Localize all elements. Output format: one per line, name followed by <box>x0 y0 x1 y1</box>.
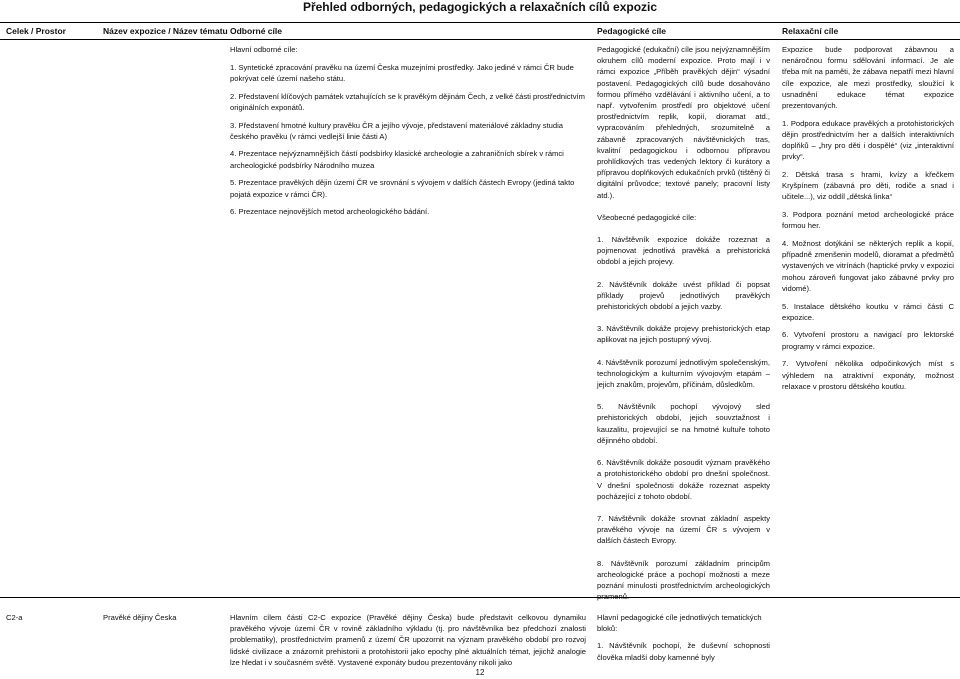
row2-expert-goals: Hlavním cílem části C2-C expozice (Pravěké dějiny Česka) bude představit celkovou dynamiku pravěkého vývoje území ČR v rovině základního výkladu (tj. pro návštěvníka bez předchozí znalosti problematiky), prostřednictvím pramenů z území ČR upozornit na význam pravěkého období pro rozvoj lidské civilizace a znázornit prehistorii a protohistorii jako epochy plné aktuálních témat, jejichž analogie lze hledat i v současném světě. Vystavené exponáty budou prezentovány nikoli jako <box>230 613 586 667</box>
list-item: 4. Prezentace nejvýznamnějších částí podsbírky klasické archeologie a zahraničních sbírek v rámci archeologické podsbírky Národního muzea <box>230 149 564 170</box>
list-item: 2. Představení klíčových památek vztahujících se k pravěkým dějinám Čech, z velké části prostřednictvím originálních exponátů. <box>230 91 585 112</box>
page-number: 12 <box>475 668 485 677</box>
list-item: 5. Návštěvník pochopí vývojový sled prehistorických období, jejich souvztažnost i kauzalitu, projevující se na hmotné kultuře tohoto dějinného období. <box>597 402 770 445</box>
row1-expert-goals <box>230 44 586 224</box>
list-item: 7. Vytvoření několika odpočinkových míst s výhledem na atraktivní exponáty, možnost relaxace v prostoru dětského koutku. <box>782 359 954 391</box>
text-paragraph: Expozice bude podporovat zábavnou a nenáročnou formu sdělování informací. Je ale třeba mít na paměti, že zábava nepatří mezi hlavní cíle expozice, ale mezi prostředky, sloužící k usnadnění edukace témat expozice prezentovaných. <box>782 45 954 111</box>
list-item: 1. Návštěvník pochopí, že duševní schopnosti člověka mladší doby kamenné byly <box>597 641 770 662</box>
list-item: 1. Podpora edukace pravěkých a protohistorických dějin prostřednictvím her a dalších interaktivních doplňků – „hry pro děti i dospělé“ (viz „interaktivní prvky“. <box>782 118 954 162</box>
row2-place: C2-a <box>6 613 23 622</box>
row-divider <box>0 597 960 598</box>
list-item: 2. Návštěvník dokáže uvést příklad či popsat příklady projevů jednotlivých pravěkých prehistorických období a jejich vazby. <box>597 279 770 312</box>
text-line: Všeobecné pedagogické cíle: <box>597 212 697 222</box>
list-item: 1. Návštěvník expozice dokáže rozeznat a pojmenovat jednotlivá pravěká a prehistorická období a jejich projevy. <box>597 235 770 267</box>
list-item: 2. Dětská trasa s hrami, kvízy a křečkem Kryšpínem (zábavná pro děti, rodiče a snad i učitele...), viz oddíl „dětská linka“ <box>782 170 954 202</box>
header-name: Název expozice / Název tématu <box>103 26 228 36</box>
header-pedagogic-goals: Pedagogické cíle <box>597 26 666 36</box>
row2-pedagogic-goals <box>597 612 770 663</box>
list-item: 6. Vytvoření prostoru a navigací pro lektorské programy v rámci expozice. <box>782 330 954 351</box>
row2-name: Pravěké dějiny Česka <box>103 613 177 622</box>
table-header <box>0 22 960 40</box>
row1-relax-goals <box>782 44 954 398</box>
text-paragraph: Pedagogické (edukační) cíle jsou nejvýznamnějším okruhem cílů moderní expozice. Proto mají i v rámci expozice „Příběh pravěkých dějin“ výsadní postavení. Pedagogických cílů bude dosahováno formou přímého vzdělávání i aktivního učení, a to např. vytvořením prostředí pro objektové učení prostřednictvím replik, kopií, dioramat atd., vypracováním přehledných, srozumitelně a zábavně zpracovaných návštěvnických tras, kvalitní pedagogickou i odbornou přípravou prohlídkových tras vedených lektory či kurátory a přípravou doplňkových edukačních prvků (tištěný či digitální průvodce; textové panely; pracovní listy atd.). <box>597 45 770 200</box>
list-item: 4. Návštěvník porozumí jednotlivým společenským, technologickým a kulturním vývojovým etapám – jejich znakům, projevům, příčinám, důsledkům. <box>597 357 770 390</box>
list-item: 8. Návštěvník porozumí základním principům archeologické práce a pochopí možnosti a meze poznání minulosti prostřednictvím archeologických pramenů. <box>597 558 770 602</box>
list-item: 3. Představení hmotné kultury pravěku ČR a jejího vývoje, představení materiálové základny studia českého pravěku (v rámci vedlejší linie části A) <box>230 120 564 141</box>
list-item: 5. Prezentace pravěkých dějin území ČR ve srovnání s vývojem v dalších částech Evropy (jediná takto pojatá expozice v rámci ČR). <box>230 178 575 199</box>
text-line: Hlavní pedagogické cíle jednotlivých tematických bloků: <box>597 613 762 634</box>
page-title: Přehled odborných, pedagogických a relaxačních cílů expozic <box>302 0 658 14</box>
list-item: 3. Podpora poznání metod archeologické práce formou her. <box>782 210 954 231</box>
list-item: 7. Návštěvník dokáže srovnat základní aspekty pravěkého vývoje na území ČR s vývojem v dalších částech Evropy. <box>597 513 770 546</box>
list-item: 1. Syntetické zpracování pravěku na území Česka muzejními prostředky. Jako jediné v rámci ČR bude pokrývat celé území našeho státu. <box>230 62 574 83</box>
list-item: 6. Prezentace nejnovějších metod archeologického bádání. <box>230 207 430 217</box>
list-item: 3. Návštěvník dokáže projevy prehistorických etap aplikovat na jejich postupný vývoj. <box>597 324 770 345</box>
row1-pedagogic-goals <box>597 44 770 613</box>
list-item: 4. Možnost dotýkání se některých replik a kopií, případně zmenšenin modelů, dioramat a předmětů vystavených ve vitrínách (haptické prvky v expozici mohou zároveň fungovat jako zábavné prvky pro vidomé). <box>782 239 954 293</box>
list-item: 6. Návštěvník dokáže posoudit význam pravěkého a protohistorického období pro dnešní společnost. V dnešní společnosti dokáže rozeznat aspekty pocházející z tohoto období. <box>597 458 770 501</box>
header-expert-goals: Odborné cíle <box>230 26 282 36</box>
header-relax-goals: Relaxační cíle <box>782 26 839 36</box>
text-line: Hlavní odborné cíle: <box>230 45 298 54</box>
header-place: Celek / Prostor <box>6 26 66 36</box>
list-item: 5. Instalace dětského koutku v rámci části C expozice. <box>782 301 954 322</box>
